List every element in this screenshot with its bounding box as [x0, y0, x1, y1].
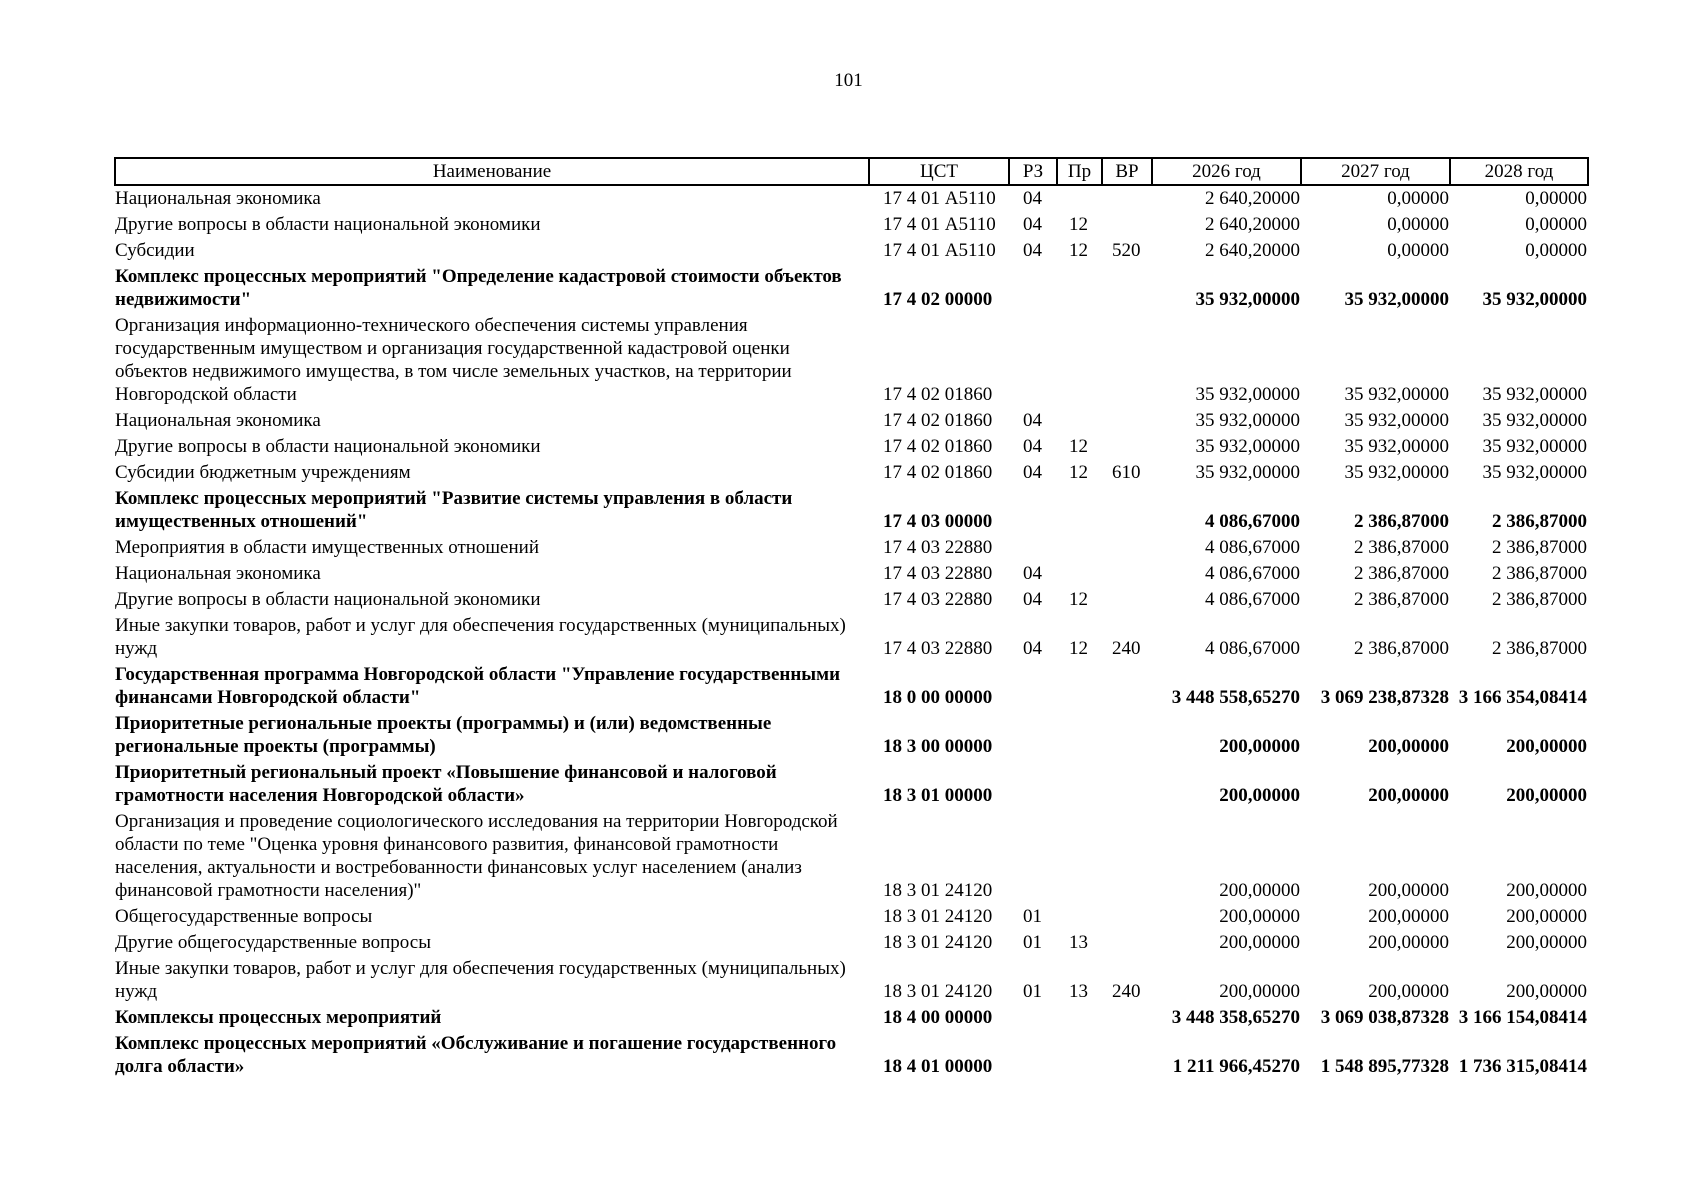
table-row [115, 264, 1588, 313]
cell-name: Государственная программа Новгородской области "Управление государственными финансами Новгородской области" [115, 664, 841, 708]
cell-vr [1102, 711, 1152, 760]
cell-cst: 18 3 01 24120 [883, 906, 993, 927]
cell-2027: 0,00000 [1387, 214, 1449, 235]
cell-name: Приоритетный региональный проект «Повышение финансовой и налоговой грамотности населения Новгородской области» [115, 762, 777, 806]
cell-cst: 18 3 01 24120 [883, 981, 993, 1002]
cell-vr [1102, 760, 1152, 809]
cell-pr: 12 [1069, 638, 1088, 659]
cell-name: Национальная экономика [115, 563, 321, 584]
cell-2027: 35 932,00000 [1344, 410, 1449, 431]
cell-2026: 35 932,00000 [1195, 436, 1300, 457]
cell-2026: 200,00000 [1219, 880, 1300, 901]
cell-2028: 35 932,00000 [1482, 410, 1587, 431]
cell-2028: 200,00000 [1506, 880, 1587, 901]
cell-2026: 3 448 358,65270 [1171, 1007, 1300, 1028]
cell-2026: 2 640,20000 [1205, 188, 1300, 209]
table-row [115, 1031, 1588, 1080]
cell-2027: 200,00000 [1368, 736, 1449, 757]
cell-2026: 35 932,00000 [1195, 462, 1300, 483]
cell-name: Мероприятия в области имущественных отношений [115, 537, 539, 558]
cell-2028: 3 166 354,08414 [1458, 687, 1587, 708]
table-row [115, 561, 1588, 587]
cell-2026: 35 932,00000 [1195, 410, 1300, 431]
header-2027: 2027 год [1301, 158, 1450, 185]
cell-2027: 3 069 238,87328 [1320, 687, 1449, 708]
table-row [115, 185, 1588, 212]
cell-2028: 35 932,00000 [1482, 384, 1587, 405]
cell-rz [1009, 264, 1057, 313]
cell-2027: 200,00000 [1368, 785, 1449, 806]
cell-pr [1057, 1031, 1102, 1080]
cell-name: Организация и проведение социологического исследования на территории Новгородской области по теме "Оценка уровня финансового развития, финансовой грамотности населения, актуальности и востребованности финансовых услуг населением (анализ финансовой грамотности населения)" [115, 811, 838, 901]
cell-rz [1009, 809, 1057, 904]
cell-vr [1102, 408, 1152, 434]
cell-vr [1102, 587, 1152, 613]
cell-name: Другие вопросы в области национальной экономики [115, 589, 541, 610]
table-row [115, 313, 1588, 408]
cell-2026: 35 932,00000 [1195, 289, 1300, 310]
cell-vr [1102, 212, 1152, 238]
cell-2027: 2 386,87000 [1354, 511, 1449, 532]
cell-name: Иные закупки товаров, работ и услуг для обеспечения государственных (муниципальных) нужд [115, 615, 846, 659]
cell-cst: 17 4 02 01860 [883, 462, 993, 483]
cell-pr [1057, 1005, 1102, 1031]
cell-name: Иные закупки товаров, работ и услуг для обеспечения государственных (муниципальных) нужд [115, 958, 846, 1002]
cell-rz [1009, 313, 1057, 408]
cell-2027: 0,00000 [1387, 240, 1449, 261]
cell-cst: 17 4 03 22880 [883, 589, 993, 610]
cell-rz [1009, 486, 1057, 535]
cell-rz [1009, 1031, 1057, 1080]
cell-2026: 4 086,67000 [1205, 638, 1300, 659]
cell-2027: 200,00000 [1368, 932, 1449, 953]
cell-name: Приоритетные региональные проекты (программы) и (или) ведомственные региональные проекты (программы) [115, 713, 772, 757]
cell-2028: 200,00000 [1506, 981, 1587, 1002]
cell-rz [1009, 1005, 1057, 1031]
cell-rz [1009, 760, 1057, 809]
table-row [115, 212, 1588, 238]
cell-2028: 200,00000 [1506, 785, 1587, 806]
cell-2026: 35 932,00000 [1195, 384, 1300, 405]
cell-vr [1102, 1005, 1152, 1031]
header-rz: РЗ [1009, 158, 1057, 185]
cell-rz: 04 [1023, 240, 1042, 261]
cell-name: Другие вопросы в области национальной экономики [115, 436, 541, 457]
cell-2028: 1 736 315,08414 [1458, 1056, 1587, 1077]
cell-name: Национальная экономика [115, 188, 321, 209]
table-row [115, 587, 1588, 613]
cell-pr: 12 [1069, 214, 1088, 235]
cell-cst: 17 4 02 01860 [883, 384, 993, 405]
cell-2027: 2 386,87000 [1354, 537, 1449, 558]
header-2026: 2026 год [1152, 158, 1301, 185]
cell-pr [1057, 904, 1102, 930]
cell-pr [1057, 185, 1102, 212]
cell-pr [1057, 408, 1102, 434]
cell-rz: 01 [1023, 906, 1042, 927]
cell-2028: 35 932,00000 [1482, 289, 1587, 310]
cell-vr [1102, 561, 1152, 587]
cell-2028: 2 386,87000 [1492, 511, 1587, 532]
table-row [115, 760, 1588, 809]
cell-cst: 18 4 00 00000 [883, 1007, 993, 1028]
cell-rz: 04 [1023, 214, 1042, 235]
table-row [115, 1005, 1588, 1031]
cell-2027: 200,00000 [1368, 880, 1449, 901]
cell-name: Субсидии бюджетным учреждениям [115, 462, 411, 483]
cell-rz [1009, 711, 1057, 760]
cell-2026: 200,00000 [1219, 981, 1300, 1002]
cell-2028: 200,00000 [1506, 906, 1587, 927]
cell-2027: 2 386,87000 [1354, 563, 1449, 584]
cell-rz [1009, 535, 1057, 561]
cell-name: Комплекс процессных мероприятий «Обслуживание и погашение государственного долга области» [115, 1033, 837, 1077]
table-row [115, 434, 1588, 460]
cell-vr: 610 [1112, 462, 1141, 483]
cell-2027: 35 932,00000 [1344, 436, 1449, 457]
cell-cst: 18 3 01 00000 [883, 785, 993, 806]
cell-cst: 18 3 01 24120 [883, 880, 993, 901]
cell-2026: 2 640,20000 [1205, 214, 1300, 235]
cell-rz [1009, 662, 1057, 711]
cell-2027: 2 386,87000 [1354, 638, 1449, 659]
cell-2026: 4 086,67000 [1205, 537, 1300, 558]
cell-2028: 0,00000 [1525, 240, 1587, 261]
cell-pr: 13 [1069, 981, 1088, 1002]
cell-vr [1102, 809, 1152, 904]
cell-2026: 200,00000 [1219, 932, 1300, 953]
cell-cst: 17 4 03 22880 [883, 638, 993, 659]
cell-2028: 2 386,87000 [1492, 537, 1587, 558]
cell-2027: 2 386,87000 [1354, 589, 1449, 610]
cell-2027: 200,00000 [1368, 906, 1449, 927]
cell-cst: 17 4 03 22880 [883, 537, 993, 558]
cell-pr [1057, 760, 1102, 809]
cell-pr [1057, 711, 1102, 760]
cell-2028: 200,00000 [1506, 736, 1587, 757]
table-row [115, 460, 1588, 486]
cell-rz: 04 [1023, 188, 1042, 209]
cell-name: Комплекс процессных мероприятий "Определение кадастровой стоимости объектов недвижимости" [115, 266, 842, 310]
cell-2027: 35 932,00000 [1344, 289, 1449, 310]
cell-name: Комплекс процессных мероприятий "Развитие системы управления в области имущественных отношений" [115, 488, 793, 532]
cell-cst: 17 4 03 22880 [883, 563, 993, 584]
cell-2026: 200,00000 [1219, 785, 1300, 806]
cell-vr: 240 [1112, 981, 1141, 1002]
cell-name: Общегосударственные вопросы [115, 906, 373, 927]
cell-rz: 01 [1023, 981, 1042, 1002]
cell-rz: 04 [1023, 638, 1042, 659]
cell-2028: 2 386,87000 [1492, 638, 1587, 659]
cell-pr [1057, 535, 1102, 561]
cell-cst: 18 3 00 00000 [883, 736, 993, 757]
cell-rz: 04 [1023, 589, 1042, 610]
table-row [115, 238, 1588, 264]
cell-pr [1057, 809, 1102, 904]
cell-rz: 04 [1023, 462, 1042, 483]
cell-2028: 3 166 154,08414 [1458, 1007, 1587, 1028]
cell-vr: 520 [1112, 240, 1141, 261]
cell-2027: 200,00000 [1368, 981, 1449, 1002]
cell-cst: 18 4 01 00000 [883, 1056, 993, 1077]
table-body [115, 185, 1588, 1080]
cell-2028: 35 932,00000 [1482, 436, 1587, 457]
cell-2027: 0,00000 [1387, 188, 1449, 209]
header-pr: Пр [1057, 158, 1102, 185]
cell-cst: 18 0 00 00000 [883, 687, 993, 708]
cell-name: Другие вопросы в области национальной экономики [115, 214, 541, 235]
header-cst: ЦСТ [869, 158, 1009, 185]
cell-cst: 17 4 01 А5110 [883, 214, 996, 235]
cell-cst: 18 3 01 24120 [883, 932, 993, 953]
cell-pr [1057, 264, 1102, 313]
cell-2026: 4 086,67000 [1205, 589, 1300, 610]
cell-pr [1057, 662, 1102, 711]
cell-pr [1057, 486, 1102, 535]
cell-2028: 2 386,87000 [1492, 563, 1587, 584]
cell-pr: 12 [1069, 589, 1088, 610]
cell-vr [1102, 904, 1152, 930]
cell-2026: 3 448 558,65270 [1171, 687, 1300, 708]
cell-cst: 17 4 02 01860 [883, 410, 993, 431]
cell-name: Национальная экономика [115, 410, 321, 431]
table-row [115, 408, 1588, 434]
cell-pr: 12 [1069, 462, 1088, 483]
cell-2027: 35 932,00000 [1344, 462, 1449, 483]
cell-cst: 17 4 02 01860 [883, 436, 993, 457]
cell-vr [1102, 535, 1152, 561]
cell-vr [1102, 313, 1152, 408]
table-row [115, 535, 1588, 561]
cell-name: Организация информационно-технического обеспечения системы управления государственным имуществом и организация государственной кадастровой оценки объектов недвижимого имущества, в том числе земельных участков, на территории Новгородской области [115, 315, 792, 405]
cell-2028: 200,00000 [1506, 932, 1587, 953]
cell-2028: 2 386,87000 [1492, 589, 1587, 610]
budget-table [114, 157, 1589, 1080]
cell-2028: 0,00000 [1525, 214, 1587, 235]
header-vr: ВР [1102, 158, 1152, 185]
cell-name: Комплексы процессных мероприятий [115, 1007, 442, 1028]
header-2028: 2028 год [1450, 158, 1588, 185]
cell-2026: 200,00000 [1219, 906, 1300, 927]
cell-vr [1102, 434, 1152, 460]
cell-pr [1057, 313, 1102, 408]
cell-2028: 35 932,00000 [1482, 462, 1587, 483]
cell-pr: 12 [1069, 240, 1088, 261]
cell-rz: 01 [1023, 932, 1042, 953]
cell-2026: 2 640,20000 [1205, 240, 1300, 261]
cell-2028: 0,00000 [1525, 188, 1587, 209]
cell-rz: 04 [1023, 563, 1042, 584]
cell-vr [1102, 264, 1152, 313]
cell-cst: 17 4 01 А5110 [883, 188, 996, 209]
table-row [115, 956, 1588, 1005]
table-row [115, 662, 1588, 711]
cell-vr [1102, 185, 1152, 212]
cell-cst: 17 4 01 А5110 [883, 240, 996, 261]
table-row [115, 904, 1588, 930]
cell-rz: 04 [1023, 410, 1042, 431]
cell-vr: 240 [1112, 638, 1141, 659]
cell-2027: 35 932,00000 [1344, 384, 1449, 405]
cell-2026: 200,00000 [1219, 736, 1300, 757]
table-header-row [115, 158, 1588, 185]
cell-cst: 17 4 03 00000 [883, 511, 993, 532]
cell-2026: 4 086,67000 [1205, 563, 1300, 584]
cell-vr [1102, 486, 1152, 535]
cell-2026: 4 086,67000 [1205, 511, 1300, 532]
cell-2027: 3 069 038,87328 [1320, 1007, 1449, 1028]
cell-name: Другие общегосударственные вопросы [115, 932, 431, 953]
table-row [115, 711, 1588, 760]
page-number: 101 [834, 70, 863, 91]
table-row [115, 809, 1588, 904]
cell-rz: 04 [1023, 436, 1042, 457]
table-row [115, 486, 1588, 535]
cell-name: Субсидии [115, 240, 195, 261]
table-row [115, 930, 1588, 956]
header-name: Наименование [115, 158, 869, 185]
cell-pr: 13 [1069, 932, 1088, 953]
cell-vr [1102, 930, 1152, 956]
cell-2026: 1 211 966,45270 [1172, 1056, 1300, 1077]
cell-pr [1057, 561, 1102, 587]
cell-cst: 17 4 02 00000 [883, 289, 993, 310]
cell-vr [1102, 662, 1152, 711]
table-row [115, 613, 1588, 662]
cell-vr [1102, 1031, 1152, 1080]
cell-2027: 1 548 895,77328 [1320, 1056, 1449, 1077]
cell-pr: 12 [1069, 436, 1088, 457]
